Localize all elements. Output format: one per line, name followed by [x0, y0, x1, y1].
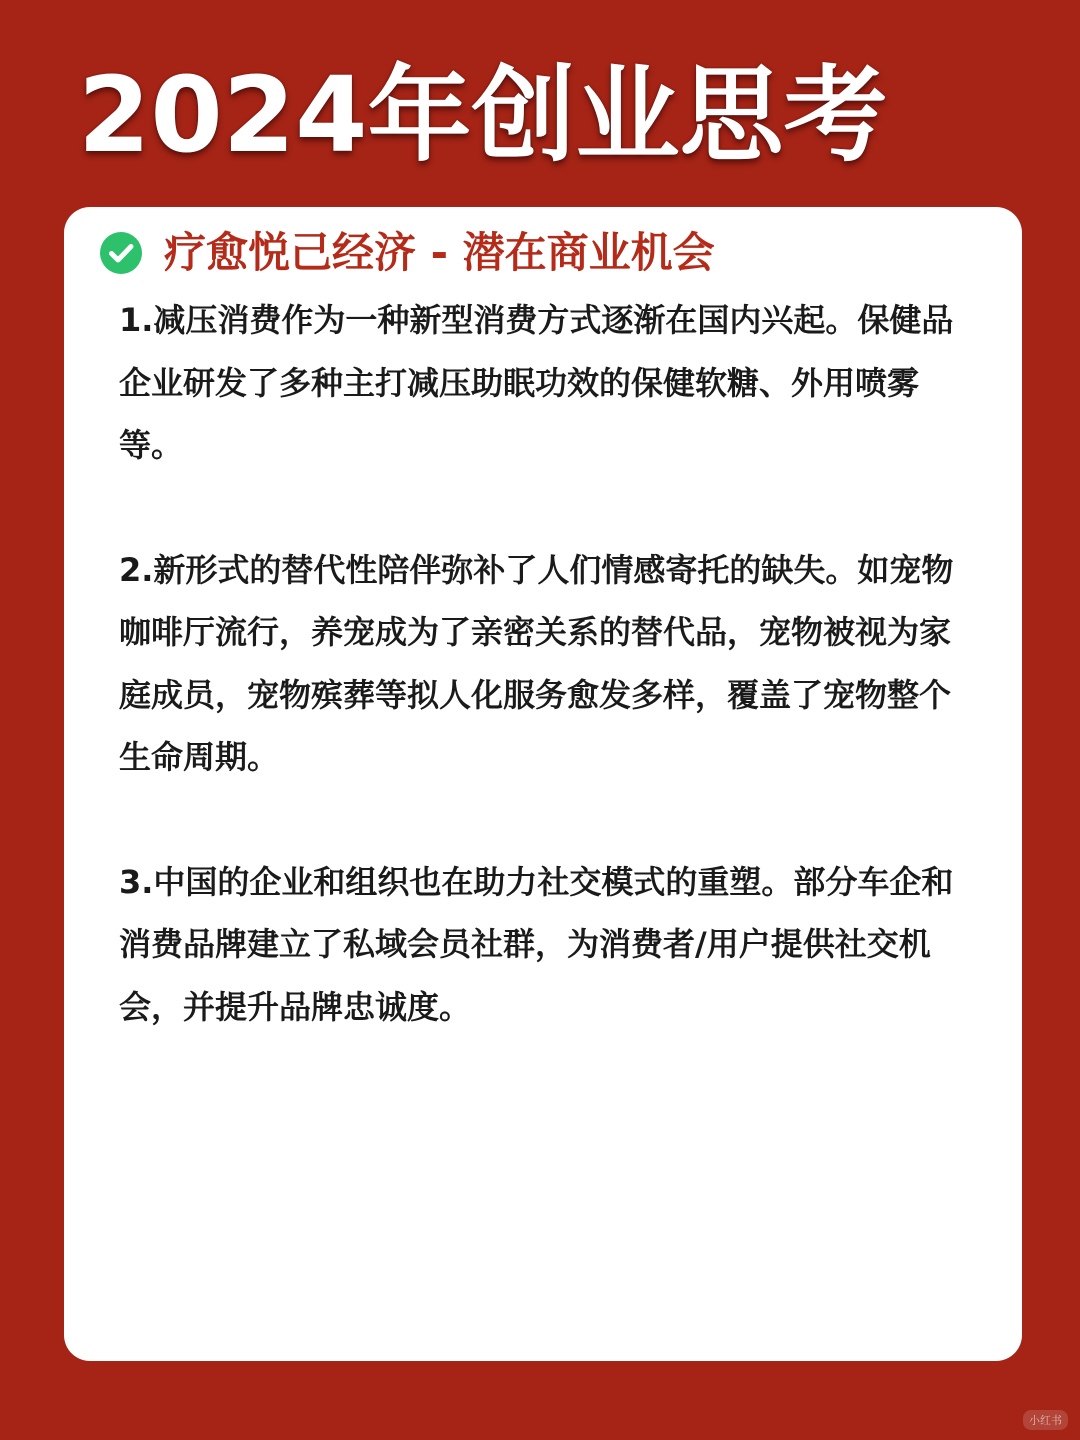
watermark-logo: 小红书: [1023, 1410, 1068, 1430]
check-circle-icon: [100, 232, 142, 274]
paragraph-2: 2.新形式的替代性陪伴弥补了人们情感寄托的缺失。如宠物咖啡厅流行，养宠成为了亲密关系的替代品，宠物被视为家庭成员，宠物殡葬等拟人化服务愈发多样，覆盖了宠物整个生命周期。: [119, 550, 954, 776]
content-card: [64, 207, 1022, 1361]
page-title: 2024年创业思考: [78, 54, 888, 176]
paragraph-1: 1.减压消费作为一种新型消费方式逐渐在国内兴起。保健品企业研发了多种主打减压助眠功效的保健软糖、外用喷雾等。: [119, 301, 954, 464]
article-body: [119, 289, 981, 1100]
paragraph-3: 3.中国的企业和组织也在助力社交模式的重塑。部分车企和消费品牌建立了私域会员社群，为消费者/用户提供社交机会，并提升品牌忠诚度。: [119, 862, 954, 1026]
section-title: 疗愈悦己经济 - 潜在商业机会: [164, 228, 715, 277]
section-header: [100, 225, 715, 281]
